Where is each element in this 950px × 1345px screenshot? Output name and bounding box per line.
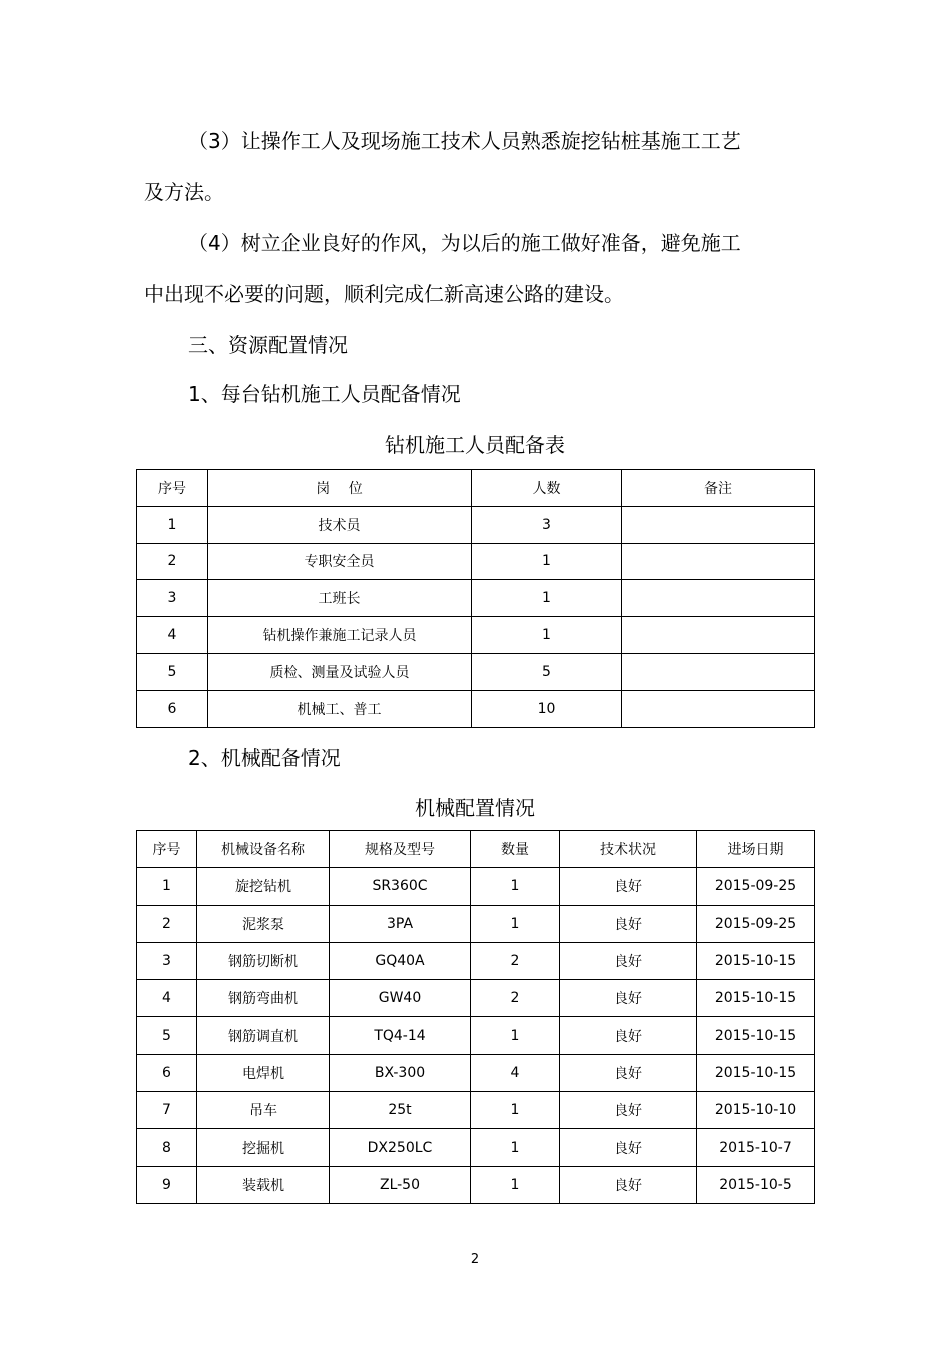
table-row xyxy=(137,543,815,580)
paragraph-4-line1: （4）树立企业良好的作风，为以后的施工做好准备，避免施工 xyxy=(188,231,741,255)
paragraph-4-line2: 中出现不必要的问题，顺利完成仁新高速公路的建设。 xyxy=(144,282,624,306)
table-cell: DX250LC xyxy=(330,1129,471,1166)
header-cell: 技术状况 xyxy=(560,831,697,868)
table-cell: 技术员 xyxy=(208,506,472,543)
table-cell: 2015-10-15 xyxy=(697,1017,815,1054)
table-cell: 7 xyxy=(137,1092,197,1129)
table-cell: 良好 xyxy=(560,1092,697,1129)
table-cell: 4 xyxy=(137,980,197,1017)
table-cell: 良好 xyxy=(560,1166,697,1203)
table-row xyxy=(137,580,815,617)
table-cell: 良好 xyxy=(560,905,697,942)
paragraph-3 xyxy=(144,116,784,218)
header-cell: 备注 xyxy=(622,470,815,507)
header-cell: 规格及型号 xyxy=(330,831,471,868)
table1-caption: 钻机施工人员配备表 xyxy=(385,433,565,457)
table-cell: 3 xyxy=(137,942,197,979)
table-cell: 3PA xyxy=(330,905,471,942)
table-cell: 良好 xyxy=(560,1054,697,1091)
table-cell: 电焊机 xyxy=(197,1054,330,1091)
header-cell: 岗 位 xyxy=(208,470,472,507)
table-cell: 泥浆泵 xyxy=(197,905,330,942)
table-row xyxy=(137,942,815,979)
table-row xyxy=(137,1017,815,1054)
header-cell: 序号 xyxy=(137,831,197,868)
table-cell: 2015-10-15 xyxy=(697,1054,815,1091)
table-cell xyxy=(622,506,815,543)
table-header-row xyxy=(137,470,815,507)
table-cell: 9 xyxy=(137,1166,197,1203)
header-cell: 数量 xyxy=(471,831,560,868)
table-cell: 2015-10-15 xyxy=(697,942,815,979)
table-cell: GW40 xyxy=(330,980,471,1017)
table-cell: 1 xyxy=(472,580,622,617)
table-cell: 良好 xyxy=(560,980,697,1017)
machine-table xyxy=(136,830,815,1204)
table-cell: 3 xyxy=(137,580,208,617)
table-cell: 1 xyxy=(472,543,622,580)
paragraph-4 xyxy=(144,218,784,320)
table-cell: 6 xyxy=(137,1054,197,1091)
table-cell: 3 xyxy=(472,506,622,543)
table-cell: 2015-10-5 xyxy=(697,1166,815,1203)
table-cell: GQ40A xyxy=(330,942,471,979)
table-cell: BX-300 xyxy=(330,1054,471,1091)
table-cell: 10 xyxy=(472,690,622,727)
table-cell: 1 xyxy=(471,868,560,905)
table-cell: 4 xyxy=(471,1054,560,1091)
table-cell xyxy=(622,653,815,690)
table-row xyxy=(137,1092,815,1129)
table-cell: 工班长 xyxy=(208,580,472,617)
paragraph-3-line1: （3）让操作工人及现场施工技术人员熟悉旋挖钻桩基施工工艺 xyxy=(188,129,741,153)
table-row xyxy=(137,980,815,1017)
table-cell: 2015-10-15 xyxy=(697,980,815,1017)
table-cell: 质检、测量及试验人员 xyxy=(208,653,472,690)
table-cell: 良好 xyxy=(560,942,697,979)
table-cell: 1 xyxy=(471,1017,560,1054)
table-cell: 1 xyxy=(471,1129,560,1166)
table-cell: 装载机 xyxy=(197,1166,330,1203)
table-cell: 1 xyxy=(137,506,208,543)
table-cell: 良好 xyxy=(560,868,697,905)
table-cell: 1 xyxy=(137,868,197,905)
table-cell: TQ4-14 xyxy=(330,1017,471,1054)
table-row xyxy=(137,1166,815,1203)
table-cell: 钻机操作兼施工记录人员 xyxy=(208,617,472,654)
header-cell: 序号 xyxy=(137,470,208,507)
table-header-row xyxy=(137,831,815,868)
header-cell: 进场日期 xyxy=(697,831,815,868)
table-cell: 机械工、普工 xyxy=(208,690,472,727)
table-cell: 1 xyxy=(471,1092,560,1129)
table-row xyxy=(137,690,815,727)
table-row xyxy=(137,868,815,905)
table-cell: SR360C xyxy=(330,868,471,905)
section-heading: 三、资源配置情况 xyxy=(188,333,348,357)
table-cell xyxy=(622,580,815,617)
table-cell: 2 xyxy=(471,942,560,979)
header-cell: 机械设备名称 xyxy=(197,831,330,868)
table-cell: 钢筋调直机 xyxy=(197,1017,330,1054)
table-row xyxy=(137,1054,815,1091)
sub1-heading: 1、每台钻机施工人员配备情况 xyxy=(188,382,461,406)
table-cell: 2015-09-25 xyxy=(697,868,815,905)
table-cell: 2015-10-10 xyxy=(697,1092,815,1129)
table-cell: 专职安全员 xyxy=(208,543,472,580)
table-cell: 良好 xyxy=(560,1129,697,1166)
table-cell: 2 xyxy=(137,905,197,942)
table-cell: ZL-50 xyxy=(330,1166,471,1203)
table-cell: 1 xyxy=(472,617,622,654)
header-cell: 人数 xyxy=(472,470,622,507)
table-row xyxy=(137,905,815,942)
table-row xyxy=(137,1129,815,1166)
table-cell: 钢筋切断机 xyxy=(197,942,330,979)
table-cell: 2 xyxy=(471,980,560,1017)
table-cell: 1 xyxy=(471,1166,560,1203)
table-cell: 挖掘机 xyxy=(197,1129,330,1166)
table-cell: 5 xyxy=(137,653,208,690)
table-cell: 良好 xyxy=(560,1017,697,1054)
staff-table xyxy=(136,469,815,728)
table-cell: 5 xyxy=(472,653,622,690)
table-row xyxy=(137,617,815,654)
table-cell: 6 xyxy=(137,690,208,727)
table-cell: 4 xyxy=(137,617,208,654)
page-number: 2 xyxy=(470,1252,480,1267)
table-cell: 旋挖钻机 xyxy=(197,868,330,905)
table-cell xyxy=(622,543,815,580)
table2-caption: 机械配置情况 xyxy=(415,796,535,820)
table-cell: 2015-10-7 xyxy=(697,1129,815,1166)
table-cell: 25t xyxy=(330,1092,471,1129)
sub2-heading: 2、机械配备情况 xyxy=(188,746,341,770)
table-cell xyxy=(622,617,815,654)
table-row xyxy=(137,653,815,690)
table-row xyxy=(137,506,815,543)
table-cell: 2 xyxy=(137,543,208,580)
table-cell: 8 xyxy=(137,1129,197,1166)
paragraph-3-line2: 及方法。 xyxy=(144,180,224,204)
table-cell: 2015-09-25 xyxy=(697,905,815,942)
table-cell: 1 xyxy=(471,905,560,942)
table-cell: 吊车 xyxy=(197,1092,330,1129)
table-cell xyxy=(622,690,815,727)
table-cell: 钢筋弯曲机 xyxy=(197,980,330,1017)
table-cell: 5 xyxy=(137,1017,197,1054)
